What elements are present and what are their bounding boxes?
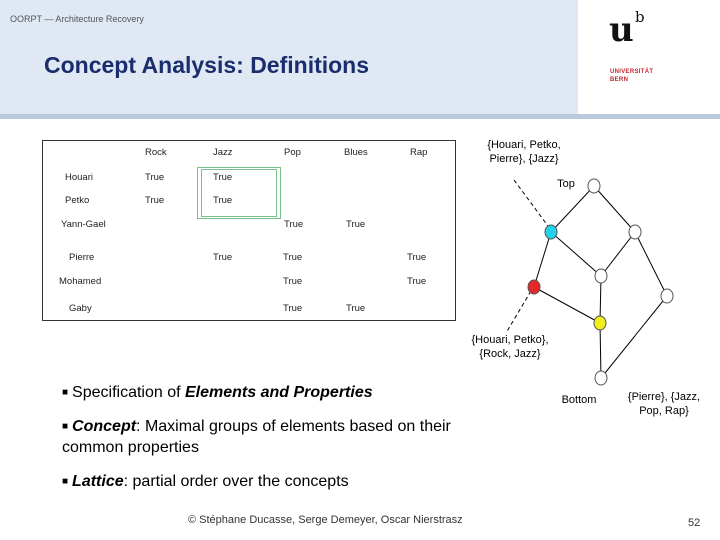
annotation-mid-concept <box>458 333 562 361</box>
table-cell: True <box>283 252 303 263</box>
lattice-edge <box>600 323 601 378</box>
bullet-square-icon: ■ <box>62 421 69 432</box>
bullet-square-icon: ■ <box>62 476 69 487</box>
row-label-yann-gael: Yann-Gael <box>61 219 106 230</box>
bullet-item <box>62 416 482 458</box>
row-label-petko: Petko <box>65 195 90 206</box>
lattice-node-yellow <box>594 316 606 330</box>
bullet-item <box>62 382 482 403</box>
annotation-line: {Rock, Jazz} <box>479 348 541 360</box>
bullet-term: Elements and Properties <box>185 384 373 401</box>
logo-mark-u: u <box>609 10 634 50</box>
column-header-blues: Blues <box>344 147 368 158</box>
table-cell: True <box>213 252 233 263</box>
table-cell: True <box>145 195 165 206</box>
bullet-text: : Maximal groups of elements based on their common properties <box>62 418 451 456</box>
table-cell: True <box>283 276 303 287</box>
logo-line-2: BERN <box>610 77 629 83</box>
table-cell: True <box>145 172 165 183</box>
leader-line-mid <box>506 291 531 333</box>
footer-credit: © Stéphane Ducasse, Serge Demeyer, Oscar Nierstrasz <box>188 514 463 526</box>
lattice-edge <box>601 232 635 276</box>
column-header-rap: Rap <box>410 147 428 158</box>
table-cell: True <box>346 303 366 314</box>
course-title: OORPT — Architecture Recovery <box>10 14 144 24</box>
annotation-line: Pierre}, {Jazz} <box>489 153 559 165</box>
lattice-edge <box>551 186 594 232</box>
annotation-line: Pop, Rap} <box>639 405 689 417</box>
lattice-node-red <box>528 280 540 294</box>
label-top: Top <box>557 178 575 190</box>
annotation-line: {Houari, Petko}, <box>471 334 549 346</box>
lattice-edge <box>594 186 635 232</box>
column-header-pop: Pop <box>284 147 301 158</box>
lattice-edge <box>534 287 600 323</box>
lattice-edge <box>534 232 551 287</box>
annotation-line: {Houari, Petko, <box>487 139 561 151</box>
lattice-node <box>595 269 607 283</box>
bullet-text: Specification of <box>72 384 185 401</box>
lattice-node <box>629 225 641 239</box>
lattice-node-cyan <box>545 225 557 239</box>
lattice-edge <box>601 296 667 378</box>
lattice-edge <box>635 232 667 296</box>
annotation-top-concept <box>472 138 576 166</box>
label-bottom: Bottom <box>561 394 597 406</box>
annotation-bottom-concept <box>614 390 714 418</box>
bullet-term: Lattice <box>72 473 124 490</box>
table-cell: True <box>213 172 233 183</box>
logo-mark-b: b <box>635 8 645 26</box>
column-header-jazz: Jazz <box>213 147 233 158</box>
lattice-node <box>661 289 673 303</box>
row-label-pierre: Pierre <box>69 252 95 263</box>
bullet-term: Concept <box>72 418 137 435</box>
slide-title: Concept Analysis: Definitions <box>44 52 370 78</box>
lattice-edge <box>551 232 601 276</box>
table-cell: True <box>283 303 303 314</box>
column-header-rock: Rock <box>145 147 167 158</box>
table-cell: True <box>213 195 233 206</box>
logo-line-1: UNIVERSITÄT <box>610 69 654 75</box>
page-number: 52 <box>688 517 701 529</box>
row-label-gaby: Gaby <box>69 303 92 314</box>
bullet-text: : partial order over the concepts <box>123 473 349 490</box>
leader-line-top <box>514 180 548 226</box>
table-cell: True <box>346 219 366 230</box>
annotation-line: {Pierre}, {Jazz, <box>627 391 701 403</box>
table-cell: True <box>284 219 304 230</box>
table-cell: True <box>407 252 427 263</box>
lattice-node-bottom <box>595 371 607 385</box>
row-label-houari: Houari <box>65 172 93 183</box>
bullet-list <box>62 382 482 505</box>
row-label-mohamed: Mohamed <box>59 276 102 287</box>
bullet-square-icon: ■ <box>62 387 69 398</box>
annotation-leaders <box>506 180 548 333</box>
lattice-node-top <box>588 179 600 193</box>
table-cell: True <box>407 276 427 287</box>
bullet-item <box>62 471 482 492</box>
